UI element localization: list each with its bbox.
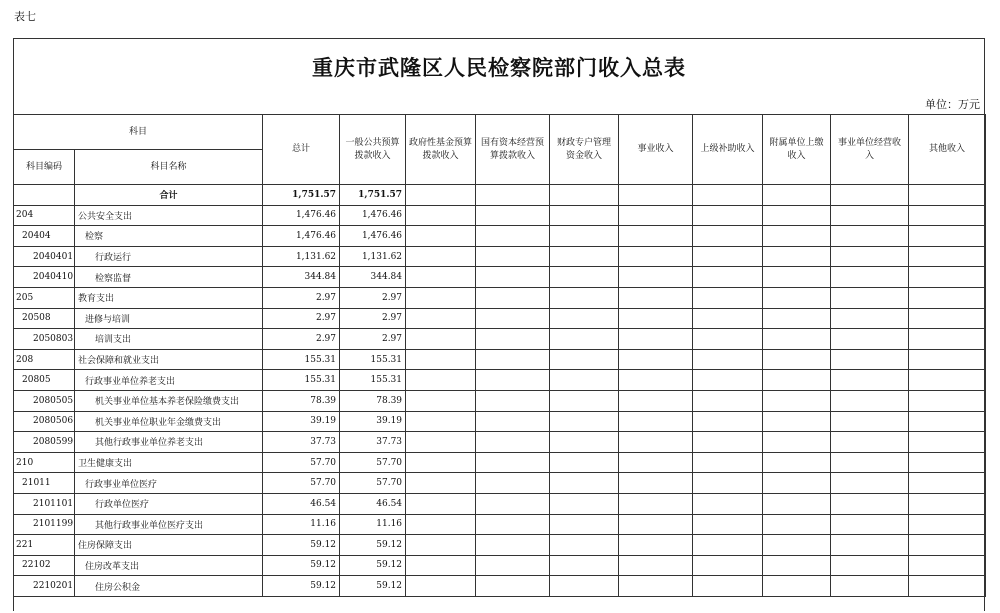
empty-amount-cell (619, 555, 693, 576)
table-row (14, 535, 986, 556)
empty-amount-cell (909, 287, 986, 308)
empty-amount-cell (406, 514, 476, 535)
empty-amount-cell (909, 514, 986, 535)
empty-amount-cell (831, 493, 909, 514)
table-row (14, 205, 986, 226)
table-row (14, 432, 986, 453)
empty-amount-cell (831, 267, 909, 288)
empty-amount-cell (406, 452, 476, 473)
empty-amount-cell (693, 576, 763, 597)
empty-amount-cell (693, 226, 763, 247)
empty-amount-cell (763, 390, 831, 411)
empty-amount-cell (550, 287, 619, 308)
subject-name-cell: 检察 (75, 226, 263, 247)
total-cell: 155.31 (263, 370, 340, 391)
table-row (14, 493, 986, 514)
empty-amount-cell (693, 493, 763, 514)
empty-amount-cell (831, 308, 909, 329)
subject-name-cell: 机关事业单位基本养老保险缴费支出 (75, 390, 263, 411)
subject-code-cell: 221 (14, 535, 75, 556)
total-cell: 2.97 (263, 308, 340, 329)
empty-amount-cell (763, 287, 831, 308)
empty-amount-cell (550, 473, 619, 494)
empty-amount-cell (831, 349, 909, 370)
empty-amount-cell (693, 246, 763, 267)
empty-amount-cell (406, 555, 476, 576)
subject-name-cell: 行政事业单位养老支出 (75, 370, 263, 391)
total-cell: 1,476.46 (263, 226, 340, 247)
empty-amount-cell (763, 493, 831, 514)
general-budget-cell: 46.54 (340, 493, 406, 514)
empty-amount-cell (909, 349, 986, 370)
general-budget-cell: 59.12 (340, 555, 406, 576)
empty-amount-cell (909, 205, 986, 226)
empty-amount-cell (693, 185, 763, 206)
table-row (14, 329, 986, 350)
empty-amount-cell (406, 349, 476, 370)
empty-amount-cell (476, 514, 550, 535)
empty-amount-cell (476, 185, 550, 206)
empty-amount-cell (763, 349, 831, 370)
empty-amount-cell (763, 411, 831, 432)
empty-amount-cell (550, 205, 619, 226)
subject-code-cell: 204 (14, 205, 75, 226)
empty-amount-cell (909, 226, 986, 247)
empty-amount-cell (763, 514, 831, 535)
empty-amount-cell (476, 246, 550, 267)
empty-amount-cell (693, 555, 763, 576)
empty-amount-cell (909, 390, 986, 411)
total-cell: 2.97 (263, 287, 340, 308)
subject-name-cell: 住房保障支出 (75, 535, 263, 556)
empty-amount-cell (693, 205, 763, 226)
empty-amount-cell (909, 576, 986, 597)
header-business: 事业收入 (619, 115, 693, 185)
empty-amount-cell (693, 514, 763, 535)
empty-amount-cell (831, 452, 909, 473)
subject-name-cell: 检察监督 (75, 267, 263, 288)
empty-amount-cell (406, 267, 476, 288)
empty-amount-cell (550, 452, 619, 473)
header-fiscal-special: 财政专户管理资金收入 (550, 115, 619, 185)
empty-amount-cell (909, 535, 986, 556)
empty-amount-cell (406, 205, 476, 226)
subject-code-cell: 2040401 (14, 246, 75, 267)
empty-amount-cell (550, 535, 619, 556)
subject-code-cell: 205 (14, 287, 75, 308)
empty-amount-cell (550, 246, 619, 267)
subject-code-cell: 2040410 (14, 267, 75, 288)
general-budget-cell: 39.19 (340, 411, 406, 432)
empty-amount-cell (406, 370, 476, 391)
general-budget-cell: 78.39 (340, 390, 406, 411)
empty-amount-cell (693, 473, 763, 494)
empty-amount-cell (619, 246, 693, 267)
empty-amount-cell (831, 473, 909, 494)
empty-amount-cell (831, 576, 909, 597)
empty-amount-cell (619, 432, 693, 453)
empty-amount-cell (550, 370, 619, 391)
total-cell: 1,131.62 (263, 246, 340, 267)
general-budget-cell: 37.73 (340, 432, 406, 453)
subject-name-cell: 卫生健康支出 (75, 452, 263, 473)
empty-amount-cell (831, 205, 909, 226)
table-row (14, 287, 986, 308)
empty-amount-cell (909, 185, 986, 206)
subject-name-cell: 进修与培训 (75, 308, 263, 329)
general-budget-cell: 59.12 (340, 576, 406, 597)
header-state-capital: 国有资本经营预算拨款收入 (476, 115, 550, 185)
general-budget-cell: 1,476.46 (340, 205, 406, 226)
empty-amount-cell (763, 473, 831, 494)
total-cell: 344.84 (263, 267, 340, 288)
subject-code-cell: 2210201 (14, 576, 75, 597)
subject-name-cell: 行政运行 (75, 246, 263, 267)
empty-amount-cell (406, 432, 476, 453)
empty-amount-cell (619, 185, 693, 206)
general-budget-cell: 59.12 (340, 535, 406, 556)
table-row (14, 411, 986, 432)
header-gov-fund: 政府性基金预算拨款收入 (406, 115, 476, 185)
subject-code-cell: 2080506 (14, 411, 75, 432)
empty-amount-cell (550, 411, 619, 432)
general-budget-cell: 57.70 (340, 452, 406, 473)
general-budget-cell: 1,476.46 (340, 226, 406, 247)
header-subject-name: 科目名称 (75, 150, 263, 185)
subject-code-cell: 208 (14, 349, 75, 370)
total-cell: 155.31 (263, 349, 340, 370)
total-cell: 1,476.46 (263, 205, 340, 226)
header-other: 其他收入 (909, 115, 986, 185)
total-cell: 59.12 (263, 576, 340, 597)
empty-amount-cell (550, 329, 619, 350)
empty-amount-cell (619, 287, 693, 308)
total-cell: 11.16 (263, 514, 340, 535)
empty-amount-cell (406, 473, 476, 494)
empty-amount-cell (831, 370, 909, 391)
empty-amount-cell (406, 287, 476, 308)
total-cell: 46.54 (263, 493, 340, 514)
empty-amount-cell (763, 452, 831, 473)
general-budget-cell: 1,751.57 (340, 185, 406, 206)
empty-amount-cell (476, 493, 550, 514)
table-row (14, 370, 986, 391)
subject-name-cell: 培训支出 (75, 329, 263, 350)
empty-amount-cell (476, 308, 550, 329)
empty-amount-cell (550, 267, 619, 288)
empty-amount-cell (550, 555, 619, 576)
empty-amount-cell (909, 473, 986, 494)
subject-code-cell: 20805 (14, 370, 75, 391)
empty-amount-cell (476, 555, 550, 576)
empty-amount-cell (619, 267, 693, 288)
empty-amount-cell (476, 473, 550, 494)
empty-amount-cell (550, 432, 619, 453)
empty-amount-cell (909, 267, 986, 288)
table-row (14, 555, 986, 576)
empty-amount-cell (619, 576, 693, 597)
empty-amount-cell (693, 411, 763, 432)
empty-amount-cell (763, 555, 831, 576)
header-subject: 科目 (14, 115, 263, 150)
total-cell: 57.70 (263, 452, 340, 473)
table-body (14, 185, 986, 597)
empty-amount-cell (406, 411, 476, 432)
subject-name-cell: 公共安全支出 (75, 205, 263, 226)
table-row (14, 576, 986, 597)
empty-amount-cell (550, 349, 619, 370)
general-budget-cell: 2.97 (340, 287, 406, 308)
empty-amount-cell (909, 493, 986, 514)
general-budget-cell: 155.31 (340, 370, 406, 391)
empty-amount-cell (831, 246, 909, 267)
empty-amount-cell (909, 329, 986, 350)
income-table (13, 114, 986, 597)
empty-amount-cell (693, 349, 763, 370)
empty-amount-cell (550, 514, 619, 535)
empty-amount-cell (406, 226, 476, 247)
header-subject-code: 科目编码 (14, 150, 75, 185)
empty-amount-cell (763, 246, 831, 267)
header-general-budget: 一般公共预算拨款收入 (340, 115, 406, 185)
empty-amount-cell (831, 432, 909, 453)
empty-amount-cell (406, 535, 476, 556)
subject-name-cell: 其他行政事业单位养老支出 (75, 432, 263, 453)
empty-amount-cell (831, 514, 909, 535)
empty-amount-cell (693, 370, 763, 391)
empty-amount-cell (619, 205, 693, 226)
empty-amount-cell (619, 514, 693, 535)
total-cell: 37.73 (263, 432, 340, 453)
table-row (14, 390, 986, 411)
header-business-operation: 事业单位经营收入 (831, 115, 909, 185)
subject-code-cell: 21011 (14, 473, 75, 494)
empty-amount-cell (619, 370, 693, 391)
subject-name-cell: 机关事业单位职业年金缴费支出 (75, 411, 263, 432)
empty-amount-cell (693, 287, 763, 308)
subject-name-cell: 其他行政事业单位医疗支出 (75, 514, 263, 535)
empty-amount-cell (476, 411, 550, 432)
subject-code-cell: 2080599 (14, 432, 75, 453)
table-row (14, 246, 986, 267)
report-frame (13, 38, 985, 611)
general-budget-cell: 1,131.62 (340, 246, 406, 267)
header-affiliated-payment: 附属单位上缴收入 (763, 115, 831, 185)
empty-amount-cell (476, 370, 550, 391)
empty-amount-cell (406, 308, 476, 329)
subject-code-cell (14, 185, 75, 206)
empty-amount-cell (406, 390, 476, 411)
empty-amount-cell (909, 246, 986, 267)
empty-amount-cell (476, 576, 550, 597)
empty-amount-cell (476, 349, 550, 370)
total-cell: 39.19 (263, 411, 340, 432)
empty-amount-cell (763, 226, 831, 247)
empty-amount-cell (406, 493, 476, 514)
empty-amount-cell (406, 185, 476, 206)
subject-code-cell: 2050803 (14, 329, 75, 350)
empty-amount-cell (693, 329, 763, 350)
total-cell: 78.39 (263, 390, 340, 411)
empty-amount-cell (619, 226, 693, 247)
empty-amount-cell (406, 329, 476, 350)
general-budget-cell: 11.16 (340, 514, 406, 535)
empty-amount-cell (909, 370, 986, 391)
total-row (14, 185, 986, 206)
subject-code-cell: 2101101 (14, 493, 75, 514)
total-cell: 59.12 (263, 555, 340, 576)
empty-amount-cell (476, 432, 550, 453)
header-superior-subsidy: 上级补助收入 (693, 115, 763, 185)
subject-name-cell: 住房改革支出 (75, 555, 263, 576)
subject-code-cell: 210 (14, 452, 75, 473)
table-row (14, 514, 986, 535)
empty-amount-cell (476, 226, 550, 247)
general-budget-cell: 2.97 (340, 308, 406, 329)
empty-amount-cell (619, 411, 693, 432)
general-budget-cell: 57.70 (340, 473, 406, 494)
header-total: 总计 (263, 115, 340, 185)
empty-amount-cell (693, 390, 763, 411)
total-cell: 2.97 (263, 329, 340, 350)
table-row (14, 308, 986, 329)
empty-amount-cell (763, 535, 831, 556)
empty-amount-cell (763, 267, 831, 288)
empty-amount-cell (550, 226, 619, 247)
empty-amount-cell (831, 555, 909, 576)
empty-amount-cell (550, 185, 619, 206)
table-row (14, 267, 986, 288)
total-cell: 1,751.57 (263, 185, 340, 206)
subject-name-cell: 行政事业单位医疗 (75, 473, 263, 494)
header-row-1 (14, 115, 986, 150)
empty-amount-cell (476, 535, 550, 556)
table-row (14, 473, 986, 494)
empty-amount-cell (763, 329, 831, 350)
empty-amount-cell (476, 287, 550, 308)
empty-amount-cell (476, 267, 550, 288)
empty-amount-cell (550, 576, 619, 597)
empty-amount-cell (763, 370, 831, 391)
subject-code-cell: 2080505 (14, 390, 75, 411)
empty-amount-cell (550, 493, 619, 514)
empty-amount-cell (763, 205, 831, 226)
empty-amount-cell (406, 576, 476, 597)
subject-name-cell: 住房公积金 (75, 576, 263, 597)
subject-code-cell: 20404 (14, 226, 75, 247)
empty-amount-cell (831, 226, 909, 247)
empty-amount-cell (476, 205, 550, 226)
table-number-label: 表七 (14, 10, 36, 23)
empty-amount-cell (909, 432, 986, 453)
empty-amount-cell (619, 473, 693, 494)
empty-amount-cell (909, 452, 986, 473)
empty-amount-cell (619, 349, 693, 370)
empty-amount-cell (550, 390, 619, 411)
empty-amount-cell (619, 535, 693, 556)
empty-amount-cell (763, 432, 831, 453)
empty-amount-cell (619, 452, 693, 473)
empty-amount-cell (831, 185, 909, 206)
empty-amount-cell (693, 267, 763, 288)
general-budget-cell: 155.31 (340, 349, 406, 370)
empty-amount-cell (909, 411, 986, 432)
empty-amount-cell (476, 452, 550, 473)
empty-amount-cell (831, 411, 909, 432)
unit-label: 单位：万元 (925, 98, 980, 111)
empty-amount-cell (831, 390, 909, 411)
subject-name-cell: 行政单位医疗 (75, 493, 263, 514)
subject-name-cell: 社会保障和就业支出 (75, 349, 263, 370)
empty-amount-cell (831, 329, 909, 350)
empty-amount-cell (550, 308, 619, 329)
empty-amount-cell (619, 390, 693, 411)
subject-code-cell: 2101199 (14, 514, 75, 535)
empty-amount-cell (693, 452, 763, 473)
general-budget-cell: 344.84 (340, 267, 406, 288)
table-row (14, 226, 986, 247)
empty-amount-cell (693, 535, 763, 556)
subject-code-cell: 22102 (14, 555, 75, 576)
empty-amount-cell (909, 308, 986, 329)
empty-amount-cell (763, 185, 831, 206)
empty-amount-cell (619, 493, 693, 514)
empty-amount-cell (693, 432, 763, 453)
empty-amount-cell (619, 329, 693, 350)
empty-amount-cell (909, 555, 986, 576)
empty-amount-cell (406, 246, 476, 267)
empty-amount-cell (476, 329, 550, 350)
empty-amount-cell (831, 287, 909, 308)
empty-amount-cell (619, 308, 693, 329)
subject-name-cell: 合计 (75, 185, 263, 206)
subject-name-cell: 教育支出 (75, 287, 263, 308)
empty-amount-cell (476, 390, 550, 411)
total-cell: 59.12 (263, 535, 340, 556)
general-budget-cell: 2.97 (340, 329, 406, 350)
empty-amount-cell (831, 535, 909, 556)
table-row (14, 349, 986, 370)
total-cell: 57.70 (263, 473, 340, 494)
empty-amount-cell (763, 576, 831, 597)
table-row (14, 452, 986, 473)
subject-code-cell: 20508 (14, 308, 75, 329)
empty-amount-cell (693, 308, 763, 329)
empty-amount-cell (763, 308, 831, 329)
page-title: 重庆市武隆区人民检察院部门收入总表 (312, 55, 686, 80)
